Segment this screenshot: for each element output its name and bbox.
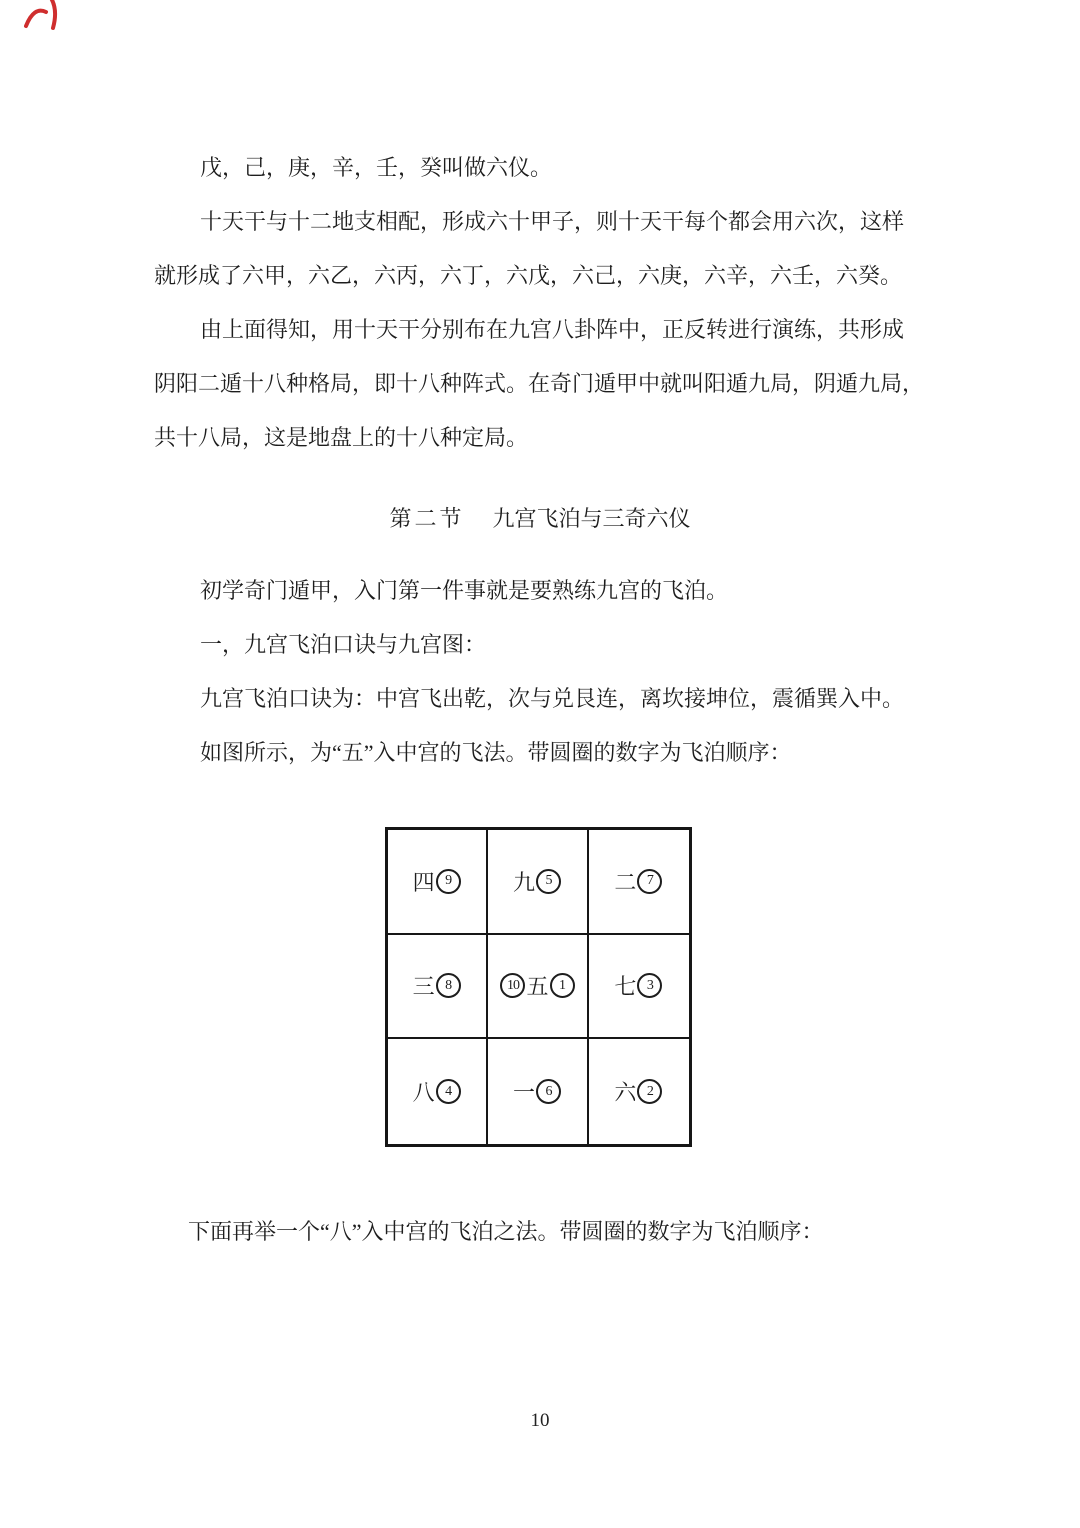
body-line: 戊，己，庚，辛，壬，癸叫做六仪。 <box>200 155 553 180</box>
circled-number: 6 <box>536 1079 561 1104</box>
page-number: 10 <box>530 1410 550 1431</box>
intro-paragraphs <box>154 141 925 465</box>
grid-cell-numeral: 五 <box>526 974 549 1000</box>
circled-number: 4 <box>436 1079 461 1104</box>
grid-cell-numeral: 八 <box>412 1080 435 1106</box>
circled-number: 2 <box>637 1079 662 1104</box>
grid-cell <box>589 935 689 1040</box>
circled-number: 3 <box>637 973 662 998</box>
circled-number: 7 <box>637 869 662 894</box>
grid-cell-numeral: 三 <box>412 974 435 1000</box>
red-pen-mark <box>20 0 68 38</box>
grid-cell-numeral: 二 <box>614 869 637 895</box>
grid-cell <box>589 1039 689 1144</box>
body-line: 由上面得知，用十天干分别布在九宫八卦阵中，正反转进行演练，共形成 <box>200 317 905 342</box>
grid-cell-numeral: 四 <box>412 869 435 895</box>
section-heading-title: 九宫飞泊与三奇六仪 <box>492 506 691 531</box>
grid-cell <box>388 935 488 1040</box>
section-heading <box>0 496 1080 542</box>
body-line: 九宫飞泊口诀为：中宫飞出乾，次与兑艮连，离坎接坤位，震循巽入中。 <box>200 686 905 711</box>
body-line: 下面再举一个“八”入中宫的飞泊之法。带圆圈的数字为飞泊顺序： <box>188 1219 824 1244</box>
grid-cell <box>488 830 588 935</box>
circled-number: 10 <box>500 973 525 998</box>
grid-cell-numeral: 七 <box>614 974 637 1000</box>
body-line: 就形成了六甲，六乙，六丙，六丁，六戊，六己，六庚，六辛，六壬，六癸。 <box>154 263 903 288</box>
body-line: 初学奇门遁甲，入门第一件事就是要熟练九宫的飞泊。 <box>200 578 729 603</box>
body-line: 一，九宫飞泊口诀与九宫图： <box>200 632 487 657</box>
circled-number: 1 <box>550 973 575 998</box>
nine-palace-grid <box>385 827 692 1147</box>
body-line: 如图所示，为“五”入中宫的飞法。带圆圈的数字为飞泊顺序： <box>200 740 792 765</box>
grid-cell-numeral: 九 <box>512 869 535 895</box>
grid-cell <box>488 935 588 1040</box>
body-line: 十天干与十二地支相配，形成六十甲子，则十天干每个都会用六次，这样 <box>200 209 905 234</box>
grid-cell <box>388 1039 488 1144</box>
grid-cell-numeral: 一 <box>512 1080 535 1106</box>
body-line: 阴阳二遁十八种格局，即十八种阵式。在奇门遁甲中就叫阳遁九局，阴遁九局， <box>154 371 925 396</box>
section-paragraphs <box>154 564 914 780</box>
circled-number: 5 <box>536 869 561 894</box>
section-heading-label: 第二节 <box>389 506 465 531</box>
grid-cell <box>488 1039 588 1144</box>
grid-cell-numeral: 六 <box>614 1080 637 1106</box>
body-line: 共十八局，这是地盘上的十八种定局。 <box>154 425 529 450</box>
grid-cell <box>589 830 689 935</box>
circled-number: 9 <box>436 869 461 894</box>
grid-cell <box>388 830 488 935</box>
circled-number: 8 <box>436 973 461 998</box>
